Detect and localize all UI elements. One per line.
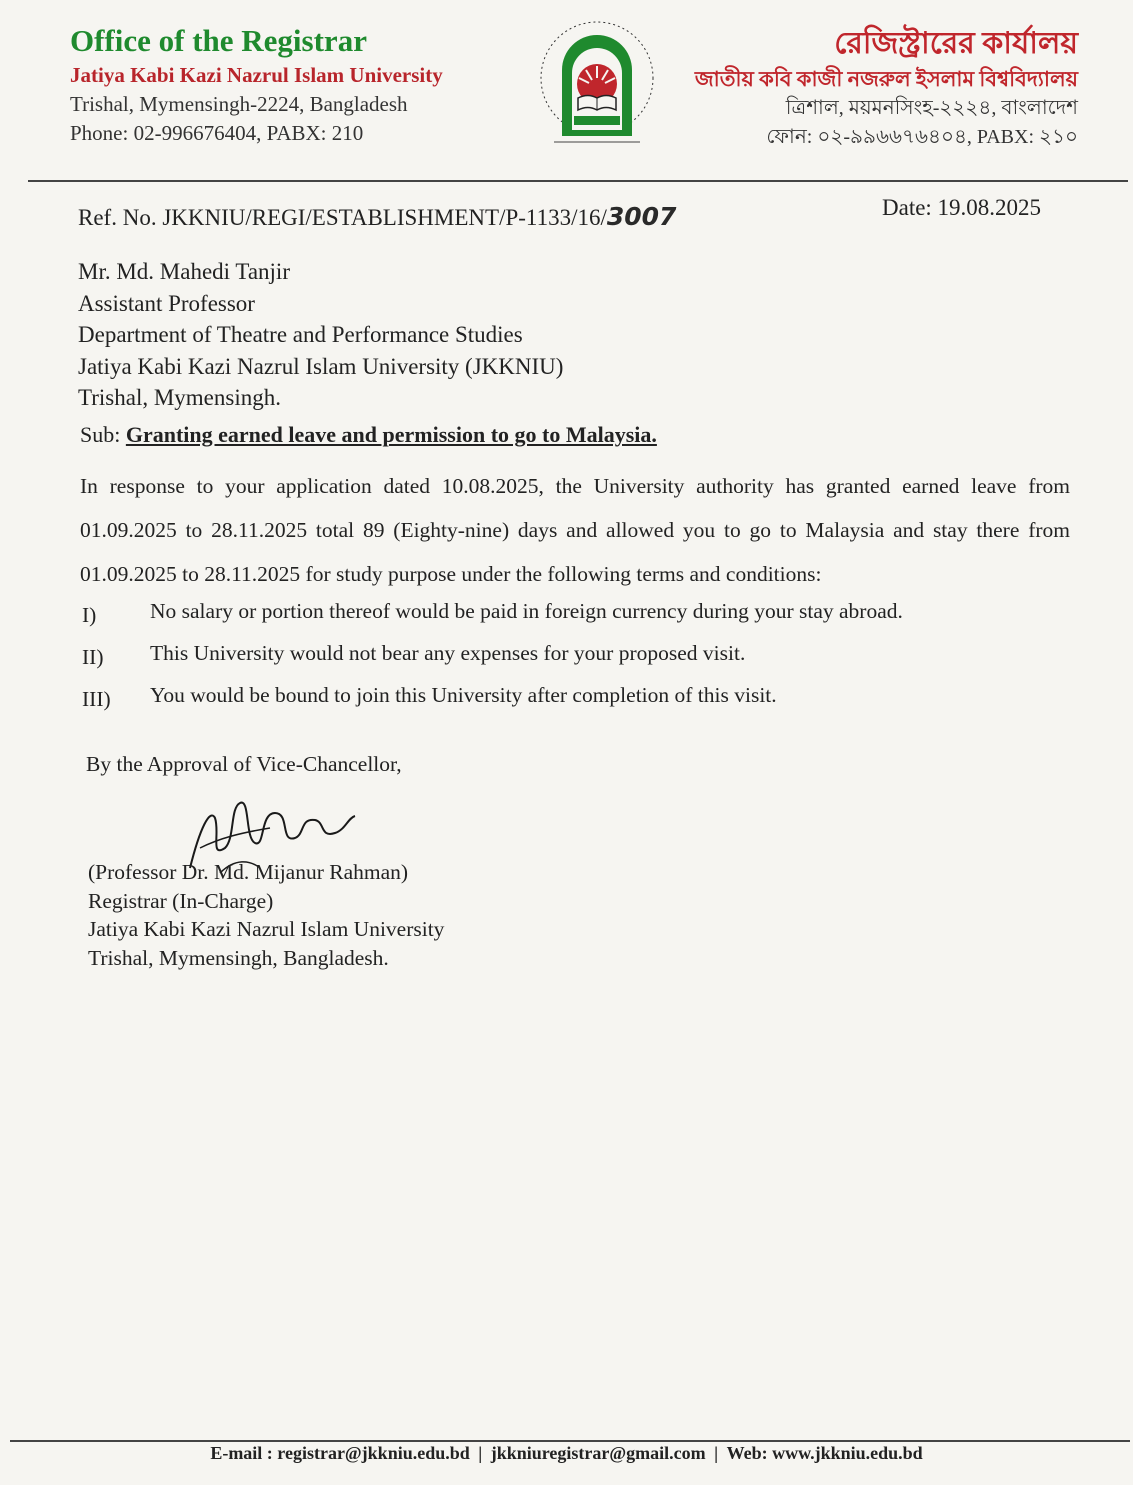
term-number: III)	[82, 687, 111, 711]
body-paragraph: In response to your application dated 10.08.2025, the University authority has granted earned leave from 01.09.2025 to 28.11.2025 total 89 (Eighty-nine) days and allowed you to go to Malaysia and stay there from 01.09.2025 to 28.11.2025 for study purpose under the following terms and conditions:	[80, 474, 1070, 586]
letter-body	[80, 464, 1070, 596]
signatory-location: Trishal, Mymensingh, Bangladesh.	[88, 945, 389, 970]
recipient-name: Mr. Md. Mahedi Tanjir	[78, 259, 290, 284]
term-item	[80, 590, 1070, 632]
signatory-name: (Professor Dr. Md. Mijanur Rahman)	[88, 860, 409, 884]
footer-email-secondary[interactable]: jkkniuregistrar@gmail.com	[490, 1443, 706, 1463]
footer-email[interactable]: E-mail : registrar@jkkniu.edu.bd	[210, 1443, 470, 1463]
terms-list	[80, 590, 1070, 716]
header-divider	[28, 180, 1128, 182]
subject-text: Granting earned leave and permission to go to Malaysia.	[125, 422, 657, 447]
bn-address: ত্রিশাল, ময়মনসিংহ-২২২৪, বাংলাদেশ	[785, 97, 1078, 119]
footer-divider	[10, 1440, 1130, 1442]
term-item	[80, 674, 1070, 716]
term-number: II)	[82, 645, 104, 669]
subject-line	[80, 422, 657, 448]
university-phone: Phone: 02-996676404, PABX: 210	[70, 121, 364, 145]
university-address: Trishal, Mymensingh-2224, Bangladesh	[70, 92, 408, 116]
recipient-location: Trishal, Mymensingh.	[78, 385, 281, 410]
footer-separator: |	[714, 1443, 719, 1463]
signatory-title: Registrar (In-Charge)	[88, 888, 274, 913]
recipient-designation: Assistant Professor	[78, 290, 255, 316]
bn-office-title: রেজিস্ট্রারের কার্যালয়	[834, 27, 1078, 60]
recipient-university: Jatiya Kabi Kazi Nazrul Islam University (JKKNIU)	[78, 353, 564, 379]
signatory-block	[88, 858, 444, 972]
term-number: I)	[82, 603, 97, 627]
footer-contact	[0, 1443, 1133, 1464]
recipient-address	[78, 256, 563, 414]
bn-phone: ফোন: ০২-৯৯৬৬৭৬৪০৪, PABX: ২১০	[766, 126, 1078, 148]
term-text: This University would not bear any expenses for your proposed visit.	[150, 641, 746, 665]
reference-number	[78, 202, 676, 231]
letterhead-english	[70, 22, 530, 148]
term-item	[80, 632, 1070, 674]
approval-line: By the Approval of Vice-Chancellor,	[86, 752, 402, 776]
term-text: No salary or portion thereof would be paid in foreign currency during your stay abroad.	[150, 599, 903, 623]
university-name: Jatiya Kabi Kazi Nazrul Islam University	[70, 63, 443, 87]
reference-handwritten-number: 3007	[606, 202, 677, 231]
footer-separator: |	[478, 1443, 483, 1463]
term-text: You would be bound to join this University after completion of this visit.	[150, 683, 777, 707]
subject-prefix: Sub:	[80, 422, 121, 447]
signatory-university: Jatiya Kabi Kazi Nazrul Islam University	[88, 917, 445, 941]
footer-website[interactable]: Web: www.jkkniu.edu.bd	[726, 1443, 923, 1463]
bn-university-name: জাতীয় কবি কাজী নজরুল ইসলাম বিশ্ববিদ্যালয়	[694, 67, 1078, 91]
letterhead-bangla	[608, 24, 1078, 152]
letter-date: Date: 19.08.2025	[882, 195, 1042, 220]
reference-printed: Ref. No. JKKNIU/REGI/ESTABLISHMENT/P-1133/16/	[78, 205, 607, 230]
office-title: Office of the Registrar	[70, 23, 367, 58]
recipient-department: Department of Theatre and Performance Studies	[78, 322, 523, 347]
